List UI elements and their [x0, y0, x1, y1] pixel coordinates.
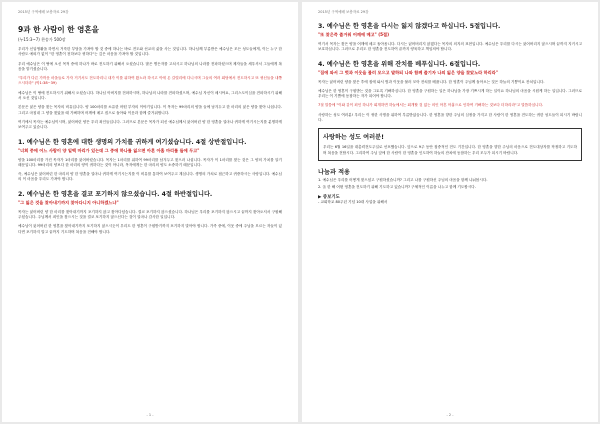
section-3-paragraph-1: 여기서 목자는 찾은 양을 어깨에 메고 돌아옵니다. 다시는 잃어버리지 않겠다는 목자의 의지의 표현입니다. 예수님은 우리를 다시는 잃어버리지 않으시며 끝까지 지키시고 보호하십니다. 그러므로 우리도 한 영혼을 전도하여 끝까지 양육하고 책임져야 합니다. — [318, 42, 582, 52]
intro-paragraph-4: 예수님은 이 땅에 전도하시기 위해서 오셨습니다. 하나님 아버지를 전파하시며, 하나님의 나라를 전파하셨으며, 예수님 자신이 메시야요, 그리스도이심을 전파하시기 위해서 오신 것입니다. — [18, 90, 282, 101]
exhortation-text: 우리는 6월 16일을 대총력전도주일로 선포했습니다. 앞으로 9주 동안 집중적인 전도 기간입니다. 한 영혼을 향한 주님의 마음으로 전도대상자를 작정하고 기도하며 복음을 전합시다. 그리하여 주님 앞에 한 사람이 한 영혼을 인도하여 하늘의 잔치에 동참하는 우리 모두가 되시기 바랍니다. — [323, 145, 577, 155]
application-item-1: 1. 예수님은 우리를 어떻게 찾으셨고 구원하셨습니까? 그리고 나를 구원하신 주님의 마음을 함께 나눠봅시다. — [318, 177, 488, 182]
section-4-verse: "집에 와서 그 벗과 이웃을 불러 모으고 말하되 나와 함께 즐기자 나의 잃은 양을 찾았노라 하리라" — [318, 69, 498, 75]
section-4-title: 4. 예수님은 한 영혼을 위해 잔치를 베푸십니다. 6절입니다. — [318, 60, 481, 68]
section-4-paragraph-4: 사랑하는 성도 여러분! 우리는 이 귀한 사명을 위하여 부름받았습니다. 한 영혼을 향한 주님의 심정을 가지고 한 사람이 한 영혼을 전도하는 귀한 성도들이 되시기 바랍니다. — [318, 112, 582, 123]
intro-paragraph-1: 우리가 신앙생활을 하면서 거룩한 부담을 가져야 할 것 중에 하나는 바로 전도와 선교의 삶을 사는 것입니다. 하나님께 부름받은 예수님은 모든 성도들에게, 이는 누구 한 사람도 예외가 없이 "한 영혼이 천하보다 귀하다"는 깊은 마음을 가져야 할 것입니다. — [18, 47, 282, 57]
prayer-title: ▶ 중보기도 — [318, 194, 340, 200]
intro-paragraph-2: 우리 예수님은 이 땅에 오신 목적 중에 하나가 바로 전도하기 위해서 오셨습니다. 많은 병든자를 고치시고 하나님의 나라를 전파하셨으며 제자들을 세우셔서 그들에게 복음을 맡기셨습니다. — [18, 61, 282, 71]
section-3-title: 3. 예수님은 한 영혼을 다시는 잃지 않겠다고 하십니다. 5절입니다. — [318, 23, 501, 30]
intro-paragraph-5: 본문은 잃은 양을 찾는 목자의 비유입니다. 양 100마리를 소유한 어떤 부자의 이야기입니다. 이 목자는 99마리의 양을 들에 남겨두고 한 마리의 잃은 양을 찾아 나섭니다. 그리고 마침내 그 양을 찾았을 때 기뻐하며 어깨에 메고 집으로 돌아와 이웃과 함께 즐거워합니다. — [18, 105, 282, 115]
section-1-paragraph-1: 양을 100마리를 가진 목자가 1마리를 잃어버렸습니다. 목자는 1마리를 위하여 99마리를 남겨두고 찾으러 나섭니다. 목자가 이 1마리를 찾는 것은 그 양의 가치를 알기 때문입니다. 99마리의 양보다 한 마리의 양이 귀하다는 것이 아니라, 목자에게는 한 마리의 양도 소중하기 때문입니다. — [18, 157, 282, 167]
application-item-2: 2. 올 한 해 어떤 영혼을 전도하기 위해 기도하고 있습니까? 구체적인 이름을 나누고 함께 기도합시다. — [318, 185, 476, 190]
page-right — [302, 2, 598, 422]
page-header: 2015년 구역예배 보충자료 29강 — [18, 10, 69, 14]
section-1-verse: "너희 중에 어느 사람이 양 일백 마리가 있는데 그 중에 하나를 잃으면 아흔 아홉 마리를 들에 두고" — [18, 147, 200, 153]
page-left — [2, 2, 298, 422]
section-4-paragraph-1: 목자는 잃어버린 양을 찾은 후에 집에 와서 벗과 이웃을 불러 모아 잔치를 베풉니다. 한 영혼이 주님께 돌아오는 것은 하늘의 기쁨이요 잔치입니다. — [318, 79, 545, 84]
exhortation-box — [318, 128, 582, 161]
page-number: - 2 - — [446, 413, 454, 417]
section-3-verse: "또 찾은즉 즐거워 어깨에 메고" (5절) — [318, 32, 389, 37]
section-2-verse: "그 잃은 것을 찾아내기까지 찾아다니지 아니하겠느냐" — [18, 199, 119, 205]
section-4-quote: 7절 말씀에 "이와 같이 죄인 하나가 회개하면 하늘에서는 회개할 것 없는 의인 아흔 아홉으로 인하여 기뻐하는 것보다 더하리라"고 말씀하십니다. — [318, 103, 544, 108]
lesson-subtitle: (누15:3~7) 찬송가 500장 — [18, 37, 66, 42]
section-1-paragraph-2: 즉, 예수님은 잃어버린 한 마리의 양 한 영혼을 얼마나 귀하게 여기시는지를 이 비유를 통하여 보여주고 계십니다. 생명의 가치로 접근하고 귀중하시는 사랑입니다. 예수님의 이 마음을 우리도 가져야 합니다. — [18, 172, 282, 182]
section-2-paragraph-1: 목자는 잃어버린 양 한 마리를 찾아내기까지 포기하지 않고 찾아다녔습니다. 결코 포기하지 않으셨습니다. 하나님은 우리를 포기하지 않으시고 끝까지 찾아오셔서 구원해 주셨습니다. 주님께서 죄인을 찾으시는 것을 결코 포기하지 않으신다는 것이 얼마나 감사한 일입니다. — [18, 209, 282, 220]
application-title: 나눔과 적용 — [318, 168, 351, 176]
section-1-title: 1. 예수님은 한 영혼에 대한 생명의 가치를 귀하게 여기셨습니다. 4절 상반절입니다. — [18, 138, 247, 146]
intro-quote: "우리가 다른 가까운 마을들로 가자 거기서도 전도하리니 내가 이를 위하여 왔노라 하시고 이에 온 갈릴리에 다니시며 그들의 여러 회당에서 전도하시고 또 귀신들을 내쫓으시더라" (막1:38~39) — [18, 76, 282, 86]
lesson-title: 9과 한 사람이 한 영혼을 — [18, 25, 99, 34]
section-2-paragraph-2: 예수님이 잃어버린 한 영혼을 찾아내기까지 포기하지 않으시듯이 우리도 한 영혼이 구원받기까지 포기하지 말아야 합니다. 가족 중에, 이웃 중에 주님을 모르는 자들이 있다면 포기하지 말고 끝까지 기도하며 복음을 전해야 합니다. — [18, 224, 282, 234]
intro-paragraph-6: 여기에서 목자는 예수님이시며, 잃어버린 양은 우리 죄인들입니다. 그러므로 본문은 목자가 되신 예수님께서 잃어버린 양 한 영혼을 얼마나 귀하게 여기시는지를 분명하게 보여주고 있습니다. — [18, 119, 282, 130]
page-header: 2015년 구역예배 보충자료 29강 — [318, 10, 369, 14]
section-2-title: 2. 예수님은 한 영혼을 결코 포기하지 않으셨습니다. 4절 하반절입니다. — [18, 190, 213, 198]
page-number: - 1 - — [146, 413, 154, 417]
section-4-paragraph-2: 예수님은 한 영혼이 구원받는 것을 그토록 기뻐하십니다. 한 영혼을 구원하는 일은 하나님을 가장 기쁘시게 하는 일이요 하나님의 마음을 시원케 하는 일입니다. 그러므로 우리는 이 기쁨에 동참하는 자가 되어야 합니다. — [318, 88, 582, 99]
prayer-item-1: - 교회학교 80주년 기념 10대 사업을 위해서 — [318, 199, 388, 204]
exhortation-title: 사랑하는 성도 여러분! — [323, 134, 384, 142]
